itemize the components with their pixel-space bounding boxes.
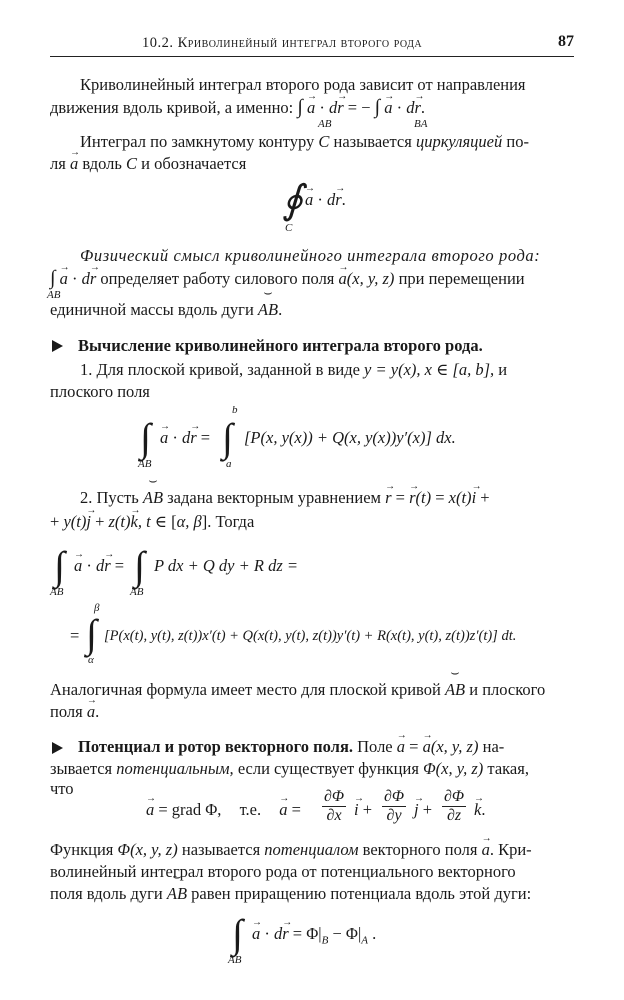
vector-a: → a bbox=[339, 269, 347, 289]
running-header bbox=[50, 30, 574, 57]
s1-item2-line2: + y(t)→ j + z(t)→ k, t ∈ [α, β]. Тогда bbox=[50, 512, 254, 532]
field-args: (x, y, z) bbox=[346, 269, 395, 288]
p2-text-b: называется bbox=[333, 132, 412, 151]
vector-a: → a bbox=[384, 98, 392, 118]
p3-l3-text: единичной массы вдоль дуги bbox=[50, 300, 254, 319]
vector-r: → r bbox=[409, 488, 415, 508]
vector-a: → a bbox=[160, 428, 168, 448]
term-potential: потенциальным, bbox=[116, 759, 234, 778]
final-sub-a: A bbox=[361, 934, 368, 947]
s1-i1-end: и bbox=[498, 360, 508, 379]
s2-field-args: (x, y, z) bbox=[430, 737, 479, 756]
s1-i1-eq: y = y(x), x ∈ [a, b], bbox=[364, 360, 495, 379]
eq1-sup-b: b bbox=[232, 404, 238, 416]
s2-p-b: называется bbox=[181, 840, 261, 859]
s2-l1-a: Поле bbox=[357, 737, 393, 756]
arc-ab: ⌣ AB bbox=[167, 884, 187, 904]
vector-a: → a bbox=[146, 800, 154, 820]
vector-k: → k bbox=[131, 512, 138, 532]
p2-l2-a: ля bbox=[50, 154, 66, 173]
partial-fraction-y bbox=[382, 788, 406, 825]
ie-text: т.е. bbox=[239, 800, 262, 819]
s1-after-line2: поля → a. bbox=[50, 702, 99, 722]
p1-sub-ab: AB bbox=[318, 118, 332, 130]
p2-line1 bbox=[80, 132, 529, 152]
s2-p-line1 bbox=[50, 840, 532, 860]
p3-line3: единичной массы вдоль дуги ⌣ AB. bbox=[50, 300, 282, 320]
p2-line2 bbox=[50, 154, 246, 174]
circulation-sub-c: C bbox=[285, 222, 293, 234]
vector-a: → a bbox=[252, 924, 260, 944]
vector-r: → r bbox=[415, 98, 421, 118]
s1-item1-line1 bbox=[80, 360, 507, 380]
potential-fn: Φ(x, y, z) bbox=[117, 840, 178, 859]
section-marker-icon bbox=[52, 742, 63, 754]
s2-line2 bbox=[50, 759, 529, 779]
contour-c: C bbox=[126, 154, 138, 173]
p1-line2-text: движения вдоль кривой, а именно: bbox=[50, 98, 294, 117]
eq3-sub-alpha: α bbox=[88, 654, 94, 666]
frac-num: ∂Φ bbox=[444, 788, 465, 805]
s1-after-l2: поля bbox=[50, 702, 83, 721]
vector-r: → r bbox=[90, 269, 96, 289]
final-sub-b: B bbox=[321, 934, 329, 947]
vector-r: → r bbox=[385, 488, 391, 508]
vector-r: → r bbox=[104, 556, 110, 576]
vector-a: → a bbox=[423, 737, 431, 757]
page-number: 87 bbox=[558, 33, 574, 50]
eq1-left: → a · d→ r = bbox=[160, 428, 210, 448]
s2-line1: Потенциал и ротор векторного поля. Поле → a = → a(x, y, z) на- bbox=[78, 737, 504, 757]
term-potential-noun: потенциалом bbox=[264, 840, 359, 859]
frac-den: ∂x bbox=[326, 807, 342, 824]
integral-sign: ∫ bbox=[140, 415, 151, 460]
s2-p-line3 bbox=[50, 884, 531, 904]
integral-sign: ∫ bbox=[374, 96, 381, 118]
integral-sign: ∫ bbox=[222, 415, 233, 460]
p2-l2-b: вдоль bbox=[82, 154, 122, 173]
final-eq-a: = Φ| bbox=[292, 924, 322, 943]
s2-l2-a: зывается bbox=[50, 759, 113, 778]
vector-a: → a bbox=[87, 702, 95, 722]
vector-j: → j bbox=[86, 512, 91, 532]
vector-r: → r bbox=[335, 190, 341, 210]
unit-k: → k. bbox=[474, 800, 485, 820]
s2-l2-b: если существует функция bbox=[237, 759, 419, 778]
eq1-sub-a: a bbox=[226, 458, 232, 470]
vector-j: → j bbox=[414, 800, 419, 820]
s2-l1-end: на- bbox=[482, 737, 505, 756]
partial-fraction-z bbox=[442, 788, 466, 825]
p1-line1: Криволинейный интеграл второго рода зависит от направления bbox=[80, 75, 526, 94]
vector-r: → r bbox=[190, 428, 196, 448]
s1-after-line1 bbox=[50, 680, 545, 700]
final-int-sub-ab: AB bbox=[228, 954, 242, 966]
vector-i: → i bbox=[354, 800, 359, 820]
s2-p3-b: равен приращению потенциала вдоль этой дуги: bbox=[191, 884, 532, 903]
grad-formula-left: → a = grad Φ, т.е. → a = bbox=[146, 800, 301, 820]
frac-den: ∂y bbox=[386, 807, 402, 824]
eq2-left: → a · d→ r = bbox=[74, 556, 124, 576]
s2-p3-a: поля вдоль дуги bbox=[50, 884, 163, 903]
arc-ab: ⌣ AB bbox=[445, 680, 465, 700]
s1-item2-line1: 2. Пусть ⌣ AB задана векторным уравнением → r = → r(t) = x(t)→ i + bbox=[80, 488, 490, 508]
eq1-right: [P(x, y(x)) + Q(x, y(x))y′(x)] dx. bbox=[244, 428, 456, 447]
s1-i2-b: задана векторным уравнением bbox=[167, 488, 381, 507]
partial-fraction-x bbox=[322, 788, 346, 825]
s1-after-a: Аналогичная формула имеет место для плоской кривой bbox=[50, 680, 441, 699]
vector-i: → i bbox=[472, 488, 477, 508]
section1-heading: Вычисление криволинейного интеграла второго рода. bbox=[78, 336, 483, 355]
p3-mid: определяет работу силового поля bbox=[100, 269, 335, 288]
integral-sign: ∫ bbox=[232, 911, 243, 956]
frac-num: ∂Φ bbox=[324, 788, 345, 805]
grad-eq: = grad Φ, bbox=[158, 800, 222, 819]
vector-r: → r bbox=[337, 98, 343, 118]
vector-a: → a bbox=[307, 98, 315, 118]
integral-sign: ∫ bbox=[134, 543, 145, 588]
s2-p-c: векторного поля bbox=[362, 840, 478, 859]
vector-a: → a bbox=[397, 737, 405, 757]
arc-ab: ⌣ AB bbox=[258, 300, 278, 320]
s1-i1-a: 1. Для плоской кривой, заданной в виде bbox=[80, 360, 360, 379]
p3-end: при перемещении bbox=[398, 269, 525, 288]
vector-a: → a bbox=[60, 269, 68, 289]
chapter-title: 10.2. Криволинейный интеграл второго рода bbox=[142, 35, 423, 51]
vector-a: → a bbox=[74, 556, 82, 576]
unit-j-plus: → j + bbox=[414, 800, 432, 820]
vector-r: → r bbox=[282, 924, 288, 944]
s1-item1-line2: плоского поля bbox=[50, 382, 150, 401]
integral-sign: ∫ bbox=[86, 611, 97, 656]
frac-den: ∂z bbox=[446, 807, 462, 824]
eq2-right: P dx + Q dy + R dz = bbox=[154, 556, 298, 575]
potential-fn: Φ(x, y, z) bbox=[423, 759, 484, 778]
s1-after-b: и плоского bbox=[469, 680, 546, 699]
section-marker-icon bbox=[52, 340, 63, 352]
p1-sub-ba: BA bbox=[414, 118, 428, 130]
contour-c: C bbox=[318, 132, 330, 151]
vector-k: → k bbox=[474, 800, 481, 820]
section2-heading: Потенциал и ротор векторного поля. bbox=[78, 737, 353, 756]
eq3-sup-beta: β bbox=[94, 602, 100, 614]
vector-a: → a bbox=[482, 840, 490, 860]
p2-l2-d: и обозначается bbox=[141, 154, 247, 173]
s2-l2-end: такая, bbox=[487, 759, 529, 778]
p3-sub-ab: AB bbox=[47, 289, 61, 301]
unit-i-plus: → i + bbox=[354, 800, 372, 820]
eq3-equals: = bbox=[70, 626, 80, 645]
p2-text-end: по- bbox=[506, 132, 529, 151]
contour-integral-sign: ∮ bbox=[282, 177, 303, 222]
s2-line3: что bbox=[50, 779, 74, 798]
vector-a: → a bbox=[305, 190, 313, 210]
eq3-right: [P(x(t), y(t), z(t))x′(t) + Q(x(t), y(t), z(t))y′(t) + R(x(t), y(t), z(t))z′(t)] dt. bbox=[104, 628, 517, 644]
s2-p-end: . Кри- bbox=[489, 840, 532, 859]
arc-ab: ⌣ AB bbox=[143, 488, 163, 508]
p3-line2: ∫ → a · d→ r определяет работу силового поля → a(x, y, z) при перемещении bbox=[50, 268, 525, 289]
p2-text-a: Интеграл по замкнутому контуру bbox=[80, 132, 315, 151]
p1-line2: движения вдоль кривой, а именно: ∫ → a · d→ r = − ∫ → a · d→ r. bbox=[50, 97, 425, 118]
eq2-sub-ab-left: AB bbox=[50, 586, 64, 598]
eq2-sub-ab-right: AB bbox=[130, 586, 144, 598]
final-eq-b: − Φ| bbox=[332, 924, 362, 943]
integral-sign: ∫ bbox=[54, 543, 65, 588]
physical-meaning-lead: Физический смысл криволинейного интеграла второго рода: bbox=[80, 246, 541, 265]
frac-num: ∂Φ bbox=[384, 788, 405, 805]
s1-i2-a: 2. Пусть bbox=[80, 488, 139, 507]
final-formula: → $a \cdot d\to r = \Phi|_B - \Phi|_A$ . bbox=[252, 924, 376, 950]
eq1-sub-ab: AB bbox=[138, 458, 152, 470]
vector-a: → a bbox=[279, 800, 287, 820]
term-circulation: циркуляцией bbox=[415, 132, 503, 151]
circulation-formula: → a · d→ r. bbox=[305, 190, 346, 210]
s2-p-line2: волинейный интеграл второго рода от потенциального векторного bbox=[50, 862, 516, 881]
s2-p-a: Функция bbox=[50, 840, 114, 859]
integral-sign: ∫ bbox=[297, 96, 303, 118]
vector-a: → a bbox=[70, 154, 78, 174]
integral-sign: ∫ bbox=[50, 267, 56, 289]
